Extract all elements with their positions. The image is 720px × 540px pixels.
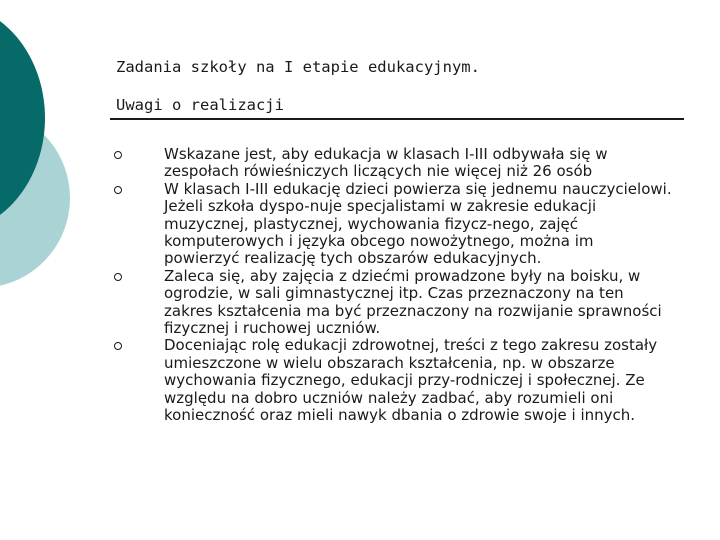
circle-bullet-icon	[114, 342, 122, 350]
bullet-list	[112, 146, 672, 425]
bullet-text: Zaleca się, aby zajęcia z dziećmi prowadzone były na boisku, w ogrodzie, w sali gimnastycznej itp. Czas przeznaczony na ten zakres kształcenia ma być przeznaczony na rozwijanie sprawności fizycznej i ruchowej uczniów.	[164, 266, 662, 338]
circle-bullet-icon	[114, 151, 122, 159]
bullet-item	[112, 337, 672, 424]
bullet-text: Wskazane jest, aby edukacja w klasach I-III odbywała się w zespołach rówieśniczych liczących nie więcej niż 26 osób	[164, 145, 608, 181]
title-line-1: Zadania szkoły na I etapie edukacyjnym.	[116, 58, 480, 76]
circle-bullet-icon	[114, 273, 122, 281]
bullet-item	[112, 268, 672, 338]
slide-title	[116, 48, 696, 124]
title-divider	[110, 118, 684, 120]
bullet-text: W klasach I-III edukację dzieci powierza się jednemu nauczycielowi. Jeżeli szkoła dyspo-nuje specjalistami w zakresie edukacji muzycznej, plastycznej, wychowania fizycz-nego, zajęć komputerowych i języka obcego nowożytnego, można im powierzyć realizację tych obszarów edukacyjnych.	[164, 179, 672, 268]
circle-bullet-icon	[114, 186, 122, 194]
bullet-text: Doceniając rolę edukacji zdrowotnej, treści z tego zakresu zostały umieszczone w wielu obszarach kształcenia, np. w obszarze wychowania fizycznego, edukacji przy-rodniczej i społecznej. Ze względu na dobro uczniów należy zadbać, aby rozumieli oni konieczność oraz mieli nawyk dbania o zdrowie swoje i innych.	[164, 336, 658, 425]
title-line-2: Uwagi o realizacji	[116, 96, 284, 114]
bullet-item	[112, 181, 672, 268]
bullet-item	[112, 146, 672, 181]
